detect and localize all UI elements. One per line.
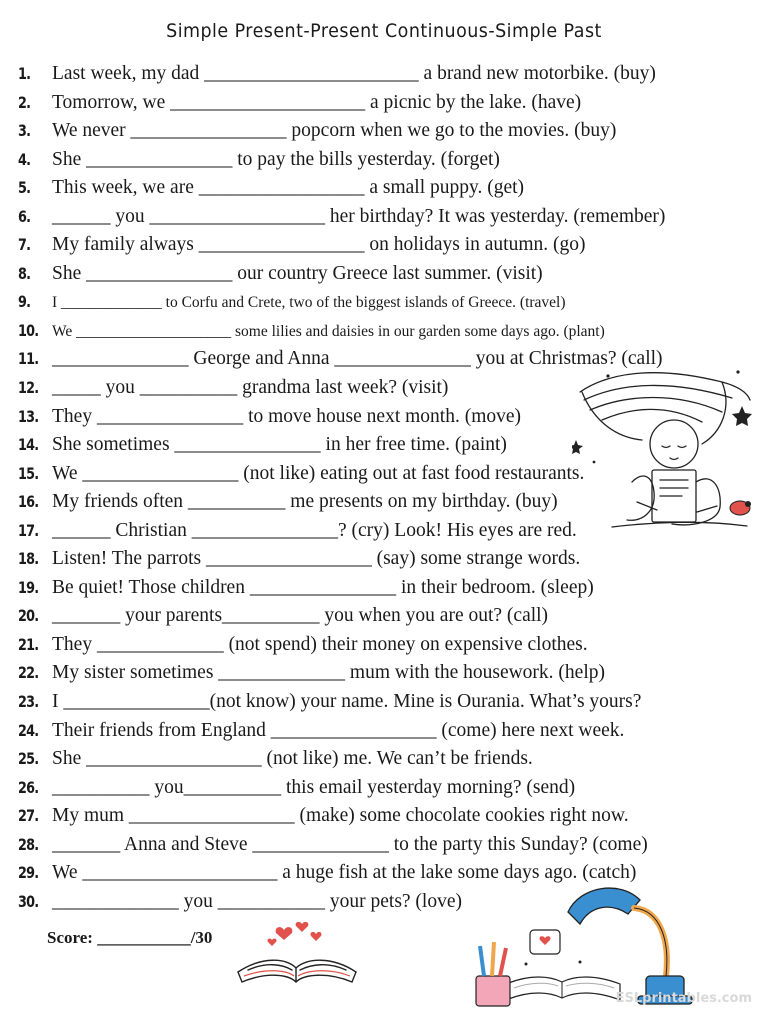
exercise-number: 10. bbox=[18, 320, 39, 340]
exercise-number: 11. bbox=[18, 349, 39, 369]
exercise-item bbox=[18, 774, 738, 803]
exercise-sentence: _____________ you ___________ your pets? (love) bbox=[52, 890, 462, 912]
exercise-item bbox=[18, 602, 738, 631]
exercise-sentence: My family always _________________ on holidays in autumn. (go) bbox=[52, 234, 586, 256]
exercise-sentence: Tomorrow, we ____________________ a picnic by the lake. (have) bbox=[52, 91, 582, 113]
exercise-sentence: __________ you__________ this email yesterday morning? (send) bbox=[52, 776, 576, 798]
exercise-sentence: This week, we are _________________ a small puppy. (get) bbox=[52, 177, 525, 199]
watermark: ESLprintables.com bbox=[615, 991, 752, 1006]
exercise-number: 5. bbox=[18, 178, 31, 198]
exercise-number: 27. bbox=[18, 806, 39, 826]
exercise-item bbox=[18, 260, 738, 289]
exercise-sentence: They _____________ (not spend) their money on expensive clothes. bbox=[52, 633, 588, 655]
exercise-number: 8. bbox=[18, 263, 31, 283]
exercise-item bbox=[18, 174, 738, 203]
exercise-item bbox=[18, 574, 738, 603]
exercise-sentence: I _____________ to Corfu and Crete, two of the biggest islands of Greece. (travel) bbox=[52, 294, 566, 312]
exercise-sentence: We ____________________ a huge fish at the lake some days ago. (catch) bbox=[52, 862, 637, 884]
exercise-sentence: ______ you __________________ her birthday? It was yesterday. (remember) bbox=[52, 205, 666, 227]
exercise-number: 15. bbox=[18, 463, 39, 483]
exercise-number: 30. bbox=[18, 891, 39, 911]
score-line: Score: ___________/30 bbox=[47, 928, 213, 947]
exercise-item bbox=[18, 231, 738, 260]
exercise-number: 25. bbox=[18, 749, 39, 769]
exercise-number: 24. bbox=[18, 720, 39, 740]
exercise-number: 20. bbox=[18, 606, 39, 626]
exercise-item bbox=[18, 717, 738, 746]
exercise-number: 17. bbox=[18, 520, 39, 540]
exercise-item bbox=[18, 146, 738, 175]
exercise-sentence: _______ your parents__________ you when you are out? (call) bbox=[52, 605, 549, 627]
exercise-number: 23. bbox=[18, 692, 39, 712]
exercise-item bbox=[18, 688, 738, 717]
exercise-number: 3. bbox=[18, 121, 31, 141]
exercise-number: 21. bbox=[18, 634, 39, 654]
exercise-sentence: We never ________________ popcorn when we go to the movies. (buy) bbox=[52, 120, 617, 142]
exercise-sentence: _____ you __________ grandma last week? (visit) bbox=[52, 377, 449, 399]
exercise-sentence: _______ Anna and Steve ______________ to the party this Sunday? (come) bbox=[52, 833, 648, 855]
exercise-sentence: My friends often __________ me presents on my birthday. (buy) bbox=[52, 491, 558, 513]
exercise-item bbox=[18, 745, 738, 774]
page-title: Simple Present-Present Continuous-Simple Past bbox=[166, 20, 602, 42]
exercise-number: 2. bbox=[18, 92, 31, 112]
exercise-item bbox=[18, 802, 738, 831]
exercise-sentence: Be quiet! Those children _______________ in their bedroom. (sleep) bbox=[52, 576, 594, 598]
exercise-number: 28. bbox=[18, 834, 39, 854]
exercise-item bbox=[18, 831, 738, 860]
exercise-sentence: Listen! The parrots _________________ (say) some strange words. bbox=[52, 548, 581, 570]
exercise-number: 29. bbox=[18, 863, 39, 883]
exercise-sentence: We ________________ (not like) eating out at fast food restaurants. bbox=[52, 462, 585, 484]
exercise-sentence: ______ Christian _______________? (cry) Look! His eyes are red. bbox=[52, 519, 577, 541]
exercise-number: 18. bbox=[18, 549, 39, 569]
exercise-item bbox=[18, 89, 738, 118]
exercise-number: 22. bbox=[18, 663, 39, 683]
exercise-number: 26. bbox=[18, 777, 39, 797]
exercise-sentence: My sister sometimes _____________ mum with the housework. (help) bbox=[52, 662, 605, 684]
exercise-sentence: She _______________ our country Greece last summer. (visit) bbox=[52, 262, 543, 284]
girl-reading-illustration bbox=[572, 362, 762, 532]
exercise-number: 13. bbox=[18, 406, 39, 426]
exercise-number: 19. bbox=[18, 577, 39, 597]
exercise-sentence: She _______________ to pay the bills yesterday. (forget) bbox=[52, 148, 500, 170]
exercise-sentence: We ____________________ some lilies and daisies in our garden some days ago. (plant) bbox=[52, 322, 605, 340]
exercise-item bbox=[18, 60, 738, 89]
exercise-item bbox=[18, 659, 738, 688]
exercise-number: 1. bbox=[18, 64, 31, 83]
exercise-sentence: She sometimes _______________ in her free time. (paint) bbox=[52, 434, 507, 456]
exercise-number: 4. bbox=[18, 149, 31, 169]
exercise-item bbox=[18, 117, 738, 146]
exercise-item bbox=[18, 317, 738, 346]
exercise-item bbox=[18, 203, 738, 232]
exercise-item bbox=[18, 545, 738, 574]
exercise-sentence: She __________________ (not like) me. We can’t be friends. bbox=[52, 748, 533, 770]
exercise-sentence: They _______________ to move house next month. (move) bbox=[52, 405, 522, 427]
exercise-number: 14. bbox=[18, 435, 39, 455]
exercise-sentence: ______________ George and Anna ______________ you at Christmas? (call) bbox=[52, 348, 663, 370]
exercise-sentence: I _______________(not know) your name. Mine is Ourania. What’s yours? bbox=[52, 691, 642, 713]
exercise-number: 12. bbox=[18, 378, 39, 398]
exercise-sentence: My mum _________________ (make) some chocolate cookies right now. bbox=[52, 805, 629, 827]
exercise-number: 16. bbox=[18, 492, 39, 512]
exercise-number: 9. bbox=[18, 292, 31, 312]
exercise-item bbox=[18, 631, 738, 660]
exercise-item bbox=[18, 288, 738, 317]
exercise-number: 6. bbox=[18, 206, 31, 226]
exercise-sentence: Last week, my dad ______________________ a brand new motorbike. (buy) bbox=[52, 63, 656, 84]
exercise-sentence: Their friends from England _________________ (come) here next week. bbox=[52, 719, 625, 741]
exercise-number: 7. bbox=[18, 235, 31, 255]
open-book-hearts-illustration bbox=[232, 920, 362, 990]
